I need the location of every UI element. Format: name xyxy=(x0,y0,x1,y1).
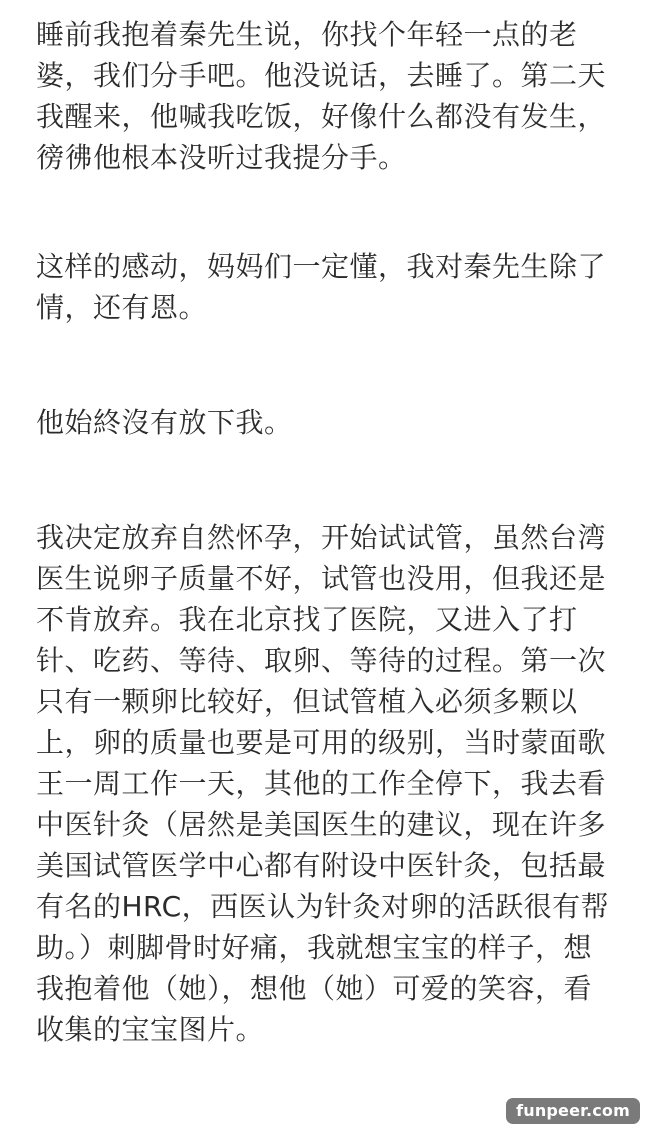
paragraph-spacer xyxy=(36,443,626,517)
text-line: 情，还有恩。 xyxy=(36,291,208,324)
text-line: 徬彿他根本没听过我提分手。 xyxy=(36,141,407,174)
text-line: 中医针灸（居然是美国医生的建议，现在许多 xyxy=(36,808,607,841)
text-line: 只有一颗卵比较好，但试管植入必须多颗以 xyxy=(36,685,578,718)
text-line: 他始終沒有放下我。 xyxy=(36,406,293,439)
text-line: 我决定放弃自然怀孕，开始试试管，虽然台湾 xyxy=(36,521,607,554)
text-line: 有名的HRC，西医认为针灸对卵的活跃很有帮 xyxy=(36,890,610,923)
watermark-badge: funpeer.com xyxy=(506,1098,640,1124)
text-line: 婆，我们分手吧。他没说话，去睡了。第二天 xyxy=(36,59,607,92)
text-line: 不肯放弃。我在北京找了医院，又进入了打 xyxy=(36,603,578,636)
text-line: 医生说卵子质量不好，试管也没用，但我还是 xyxy=(36,562,607,595)
text-line: 王一周工作一天，其他的工作全停下，我去看 xyxy=(36,767,607,800)
text-line: 这样的感动，妈妈们一定懂，我对秦先生除了 xyxy=(36,250,607,283)
text-line: 助。）刺脚骨时好痛，我就想宝宝的样子，想 xyxy=(36,931,593,964)
paragraph-4 xyxy=(36,517,626,1050)
paragraph-1 xyxy=(36,14,626,178)
paragraph-spacer xyxy=(36,328,626,402)
paragraph-3 xyxy=(36,402,626,443)
article-body xyxy=(36,14,626,1050)
text-line: 美国试管医学中心都有附设中医针灸，包括最 xyxy=(36,849,607,882)
paragraph-spacer xyxy=(36,178,626,246)
text-line: 上，卵的质量也要是可用的级别，当时蒙面歌 xyxy=(36,726,607,759)
paragraph-2 xyxy=(36,246,626,328)
text-line: 我醒来，他喊我吃饭，好像什么都没有发生， xyxy=(36,100,607,133)
text-line: 针、吃药、等待、取卵、等待的过程。第一次 xyxy=(36,644,607,677)
text-line: 睡前我抱着秦先生说，你找个年轻一点的老 xyxy=(36,18,578,51)
text-line: 我抱着他（她），想他（她）可爱的笑容，看 xyxy=(36,972,593,1005)
text-line: 收集的宝宝图片。 xyxy=(36,1013,265,1046)
